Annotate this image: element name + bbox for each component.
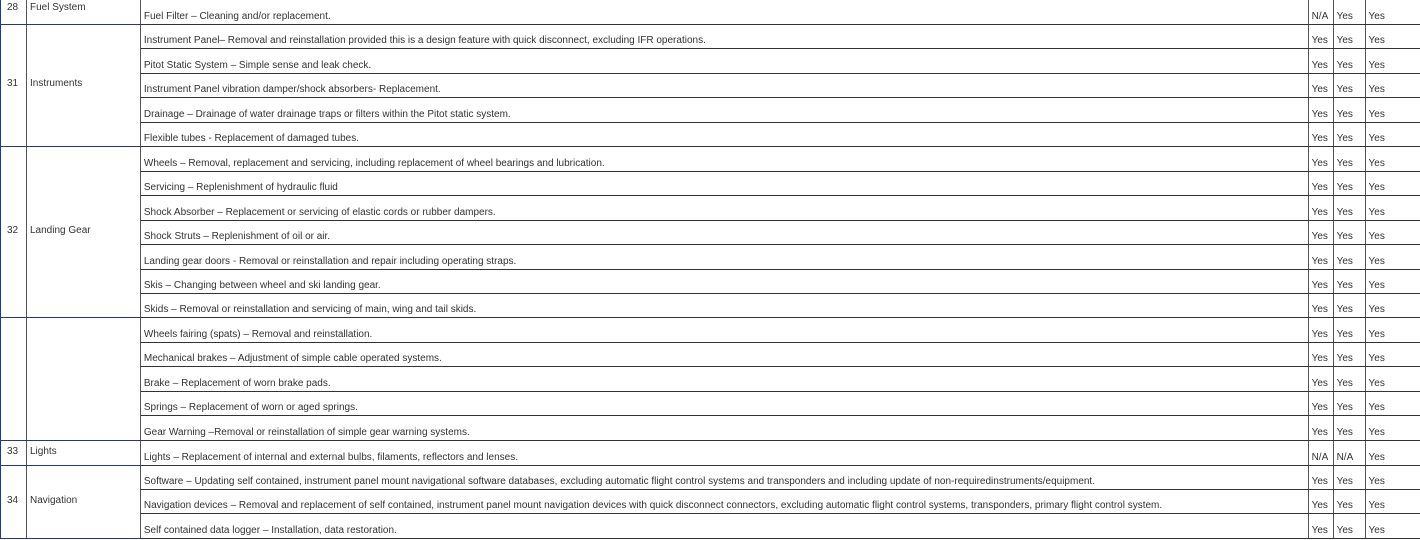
applicability-col-2: Yes (1333, 171, 1365, 195)
table-row (1, 220, 1420, 244)
applicability-col-1: Yes (1308, 269, 1333, 293)
task-description: Self contained data logger – Installation, data restoration. (140, 513, 1308, 538)
task-description: Navigation devices – Removal and replacement of self contained, instrument panel mount navigation devices with quick disconnect connectors, excluding automatic flight control systems, transponders, primary flight control system. (140, 489, 1308, 513)
system-number: 31 (1, 24, 27, 146)
applicability-col-1: Yes (1308, 489, 1333, 513)
table-row (1, 24, 1420, 48)
task-description: Mechanical brakes – Adjustment of simple cable operated systems. (140, 342, 1308, 366)
applicability-col-1: Yes (1308, 342, 1333, 366)
applicability-col-2: Yes (1333, 220, 1365, 244)
applicability-col-3: Yes (1365, 489, 1420, 513)
applicability-col-1: Yes (1308, 244, 1333, 269)
applicability-col-3: Yes (1365, 122, 1420, 146)
applicability-col-1: N/A (1308, 440, 1333, 465)
applicability-col-3: Yes (1365, 293, 1420, 317)
task-description: Gear Warning –Removal or reinstallation of simple gear warning systems. (140, 415, 1308, 440)
system-number: 33 (1, 440, 27, 465)
applicability-col-3: Yes (1365, 220, 1420, 244)
task-description: Shock Absorber – Replacement or servicing of elastic cords or rubber dampers. (140, 195, 1308, 220)
applicability-col-3: Yes (1365, 171, 1420, 195)
task-description: Springs – Replacement of worn or aged springs. (140, 391, 1308, 415)
applicability-col-1: Yes (1308, 97, 1333, 122)
applicability-col-2: Yes (1333, 415, 1365, 440)
applicability-col-2: Yes (1333, 269, 1365, 293)
applicability-col-3: Yes (1365, 97, 1420, 122)
system-name: Lights (26, 440, 140, 465)
applicability-col-3: Yes (1365, 24, 1420, 48)
applicability-col-2: Yes (1333, 489, 1365, 513)
applicability-col-3: Yes (1365, 73, 1420, 97)
applicability-col-1: Yes (1308, 220, 1333, 244)
applicability-col-3: Yes (1365, 366, 1420, 391)
table-row (1, 73, 1420, 97)
table-row (1, 366, 1420, 391)
applicability-col-3: Yes (1365, 195, 1420, 220)
applicability-col-3: Yes (1365, 48, 1420, 73)
table-row (1, 244, 1420, 269)
table-row (1, 97, 1420, 122)
applicability-col-1: Yes (1308, 415, 1333, 440)
applicability-col-3: Yes (1365, 391, 1420, 415)
applicability-col-1: Yes (1308, 317, 1333, 342)
applicability-col-2: Yes (1333, 73, 1365, 97)
applicability-col-2: Yes (1333, 244, 1365, 269)
applicability-col-2: Yes (1333, 195, 1365, 220)
applicability-col-2: N/A (1333, 440, 1365, 465)
applicability-col-3: Yes (1365, 244, 1420, 269)
applicability-col-3: Yes (1365, 0, 1420, 24)
applicability-col-2: Yes (1333, 122, 1365, 146)
applicability-col-3: Yes (1365, 317, 1420, 342)
applicability-col-2: Yes (1333, 465, 1365, 489)
applicability-col-2: Yes (1333, 0, 1365, 24)
table-row (1, 391, 1420, 415)
applicability-col-3: Yes (1365, 513, 1420, 538)
table-row (1, 269, 1420, 293)
applicability-col-2: Yes (1333, 48, 1365, 73)
applicability-col-1: Yes (1308, 465, 1333, 489)
task-description: Software – Updating self contained, instrument panel mount navigational software databases, excluding automatic flight control systems and transponders and including update of non-requiredinstruments/equipment. (140, 465, 1308, 489)
applicability-col-3: Yes (1365, 440, 1420, 465)
system-name: Instruments (26, 24, 140, 146)
system-number: 34 (1, 465, 27, 538)
task-description: Instrument Panel– Removal and reinstallation provided this is a design feature with quick disconnect, excluding IFR operations. (140, 24, 1308, 48)
applicability-col-2: Yes (1333, 366, 1365, 391)
applicability-col-1: Yes (1308, 513, 1333, 538)
task-description: Wheels fairing (spats) – Removal and reinstallation. (140, 317, 1308, 342)
applicability-col-1: Yes (1308, 195, 1333, 220)
applicability-col-3: Yes (1365, 465, 1420, 489)
table-row (1, 342, 1420, 366)
applicability-col-1: Yes (1308, 171, 1333, 195)
applicability-col-1: Yes (1308, 293, 1333, 317)
task-description: Skids – Removal or reinstallation and servicing of main, wing and tail skids. (140, 293, 1308, 317)
table-row (1, 122, 1420, 146)
applicability-col-2: Yes (1333, 342, 1365, 366)
applicability-col-2: Yes (1333, 391, 1365, 415)
applicability-col-1: Yes (1308, 366, 1333, 391)
system-number: 32 (1, 146, 27, 317)
table-row (1, 146, 1420, 171)
task-description: Fuel Filter – Cleaning and/or replacement. (140, 0, 1308, 24)
table-row (1, 317, 1420, 342)
task-description: Skis – Changing between wheel and ski landing gear. (140, 269, 1308, 293)
table-row (1, 171, 1420, 195)
table-row (1, 513, 1420, 538)
task-description: Instrument Panel vibration damper/shock absorbers- Replacement. (140, 73, 1308, 97)
table-row (1, 195, 1420, 220)
applicability-col-3: Yes (1365, 146, 1420, 171)
applicability-col-2: Yes (1333, 513, 1365, 538)
applicability-col-2: Yes (1333, 97, 1365, 122)
task-description: Landing gear doors - Removal or reinstallation and repair including operating straps. (140, 244, 1308, 269)
table-row (1, 48, 1420, 73)
applicability-col-1: N/A (1308, 0, 1333, 24)
table-body (1, 0, 1420, 538)
system-number: 28 (1, 0, 27, 24)
table-row (1, 440, 1420, 465)
applicability-col-2: Yes (1333, 317, 1365, 342)
applicability-col-1: Yes (1308, 146, 1333, 171)
task-description: Flexible tubes - Replacement of damaged tubes. (140, 122, 1308, 146)
system-name (26, 317, 140, 440)
applicability-col-2: Yes (1333, 24, 1365, 48)
task-description: Servicing – Replenishment of hydraulic fluid (140, 171, 1308, 195)
applicability-col-1: Yes (1308, 48, 1333, 73)
task-description: Brake – Replacement of worn brake pads. (140, 366, 1308, 391)
applicability-col-3: Yes (1365, 342, 1420, 366)
system-name: Navigation (26, 465, 140, 538)
task-description: Lights – Replacement of internal and external bulbs, filaments, reflectors and lenses. (140, 440, 1308, 465)
system-name: Fuel System (26, 0, 140, 24)
applicability-col-2: Yes (1333, 293, 1365, 317)
table-row (1, 489, 1420, 513)
table-row (1, 0, 1420, 24)
applicability-col-3: Yes (1365, 269, 1420, 293)
applicability-col-1: Yes (1308, 391, 1333, 415)
table-row (1, 293, 1420, 317)
system-name: Landing Gear (26, 146, 140, 317)
applicability-col-1: Yes (1308, 73, 1333, 97)
applicability-col-2: Yes (1333, 146, 1365, 171)
applicability-col-1: Yes (1308, 24, 1333, 48)
task-description: Shock Struts – Replenishment of oil or air. (140, 220, 1308, 244)
applicability-col-3: Yes (1365, 415, 1420, 440)
table-row (1, 415, 1420, 440)
table-row (1, 465, 1420, 489)
task-description: Wheels – Removal, replacement and servicing, including replacement of wheel bearings and lubrication. (140, 146, 1308, 171)
system-number (1, 317, 27, 440)
applicability-col-1: Yes (1308, 122, 1333, 146)
task-description: Drainage – Drainage of water drainage traps or filters within the Pitot static system. (140, 97, 1308, 122)
task-description: Pitot Static System – Simple sense and leak check. (140, 48, 1308, 73)
